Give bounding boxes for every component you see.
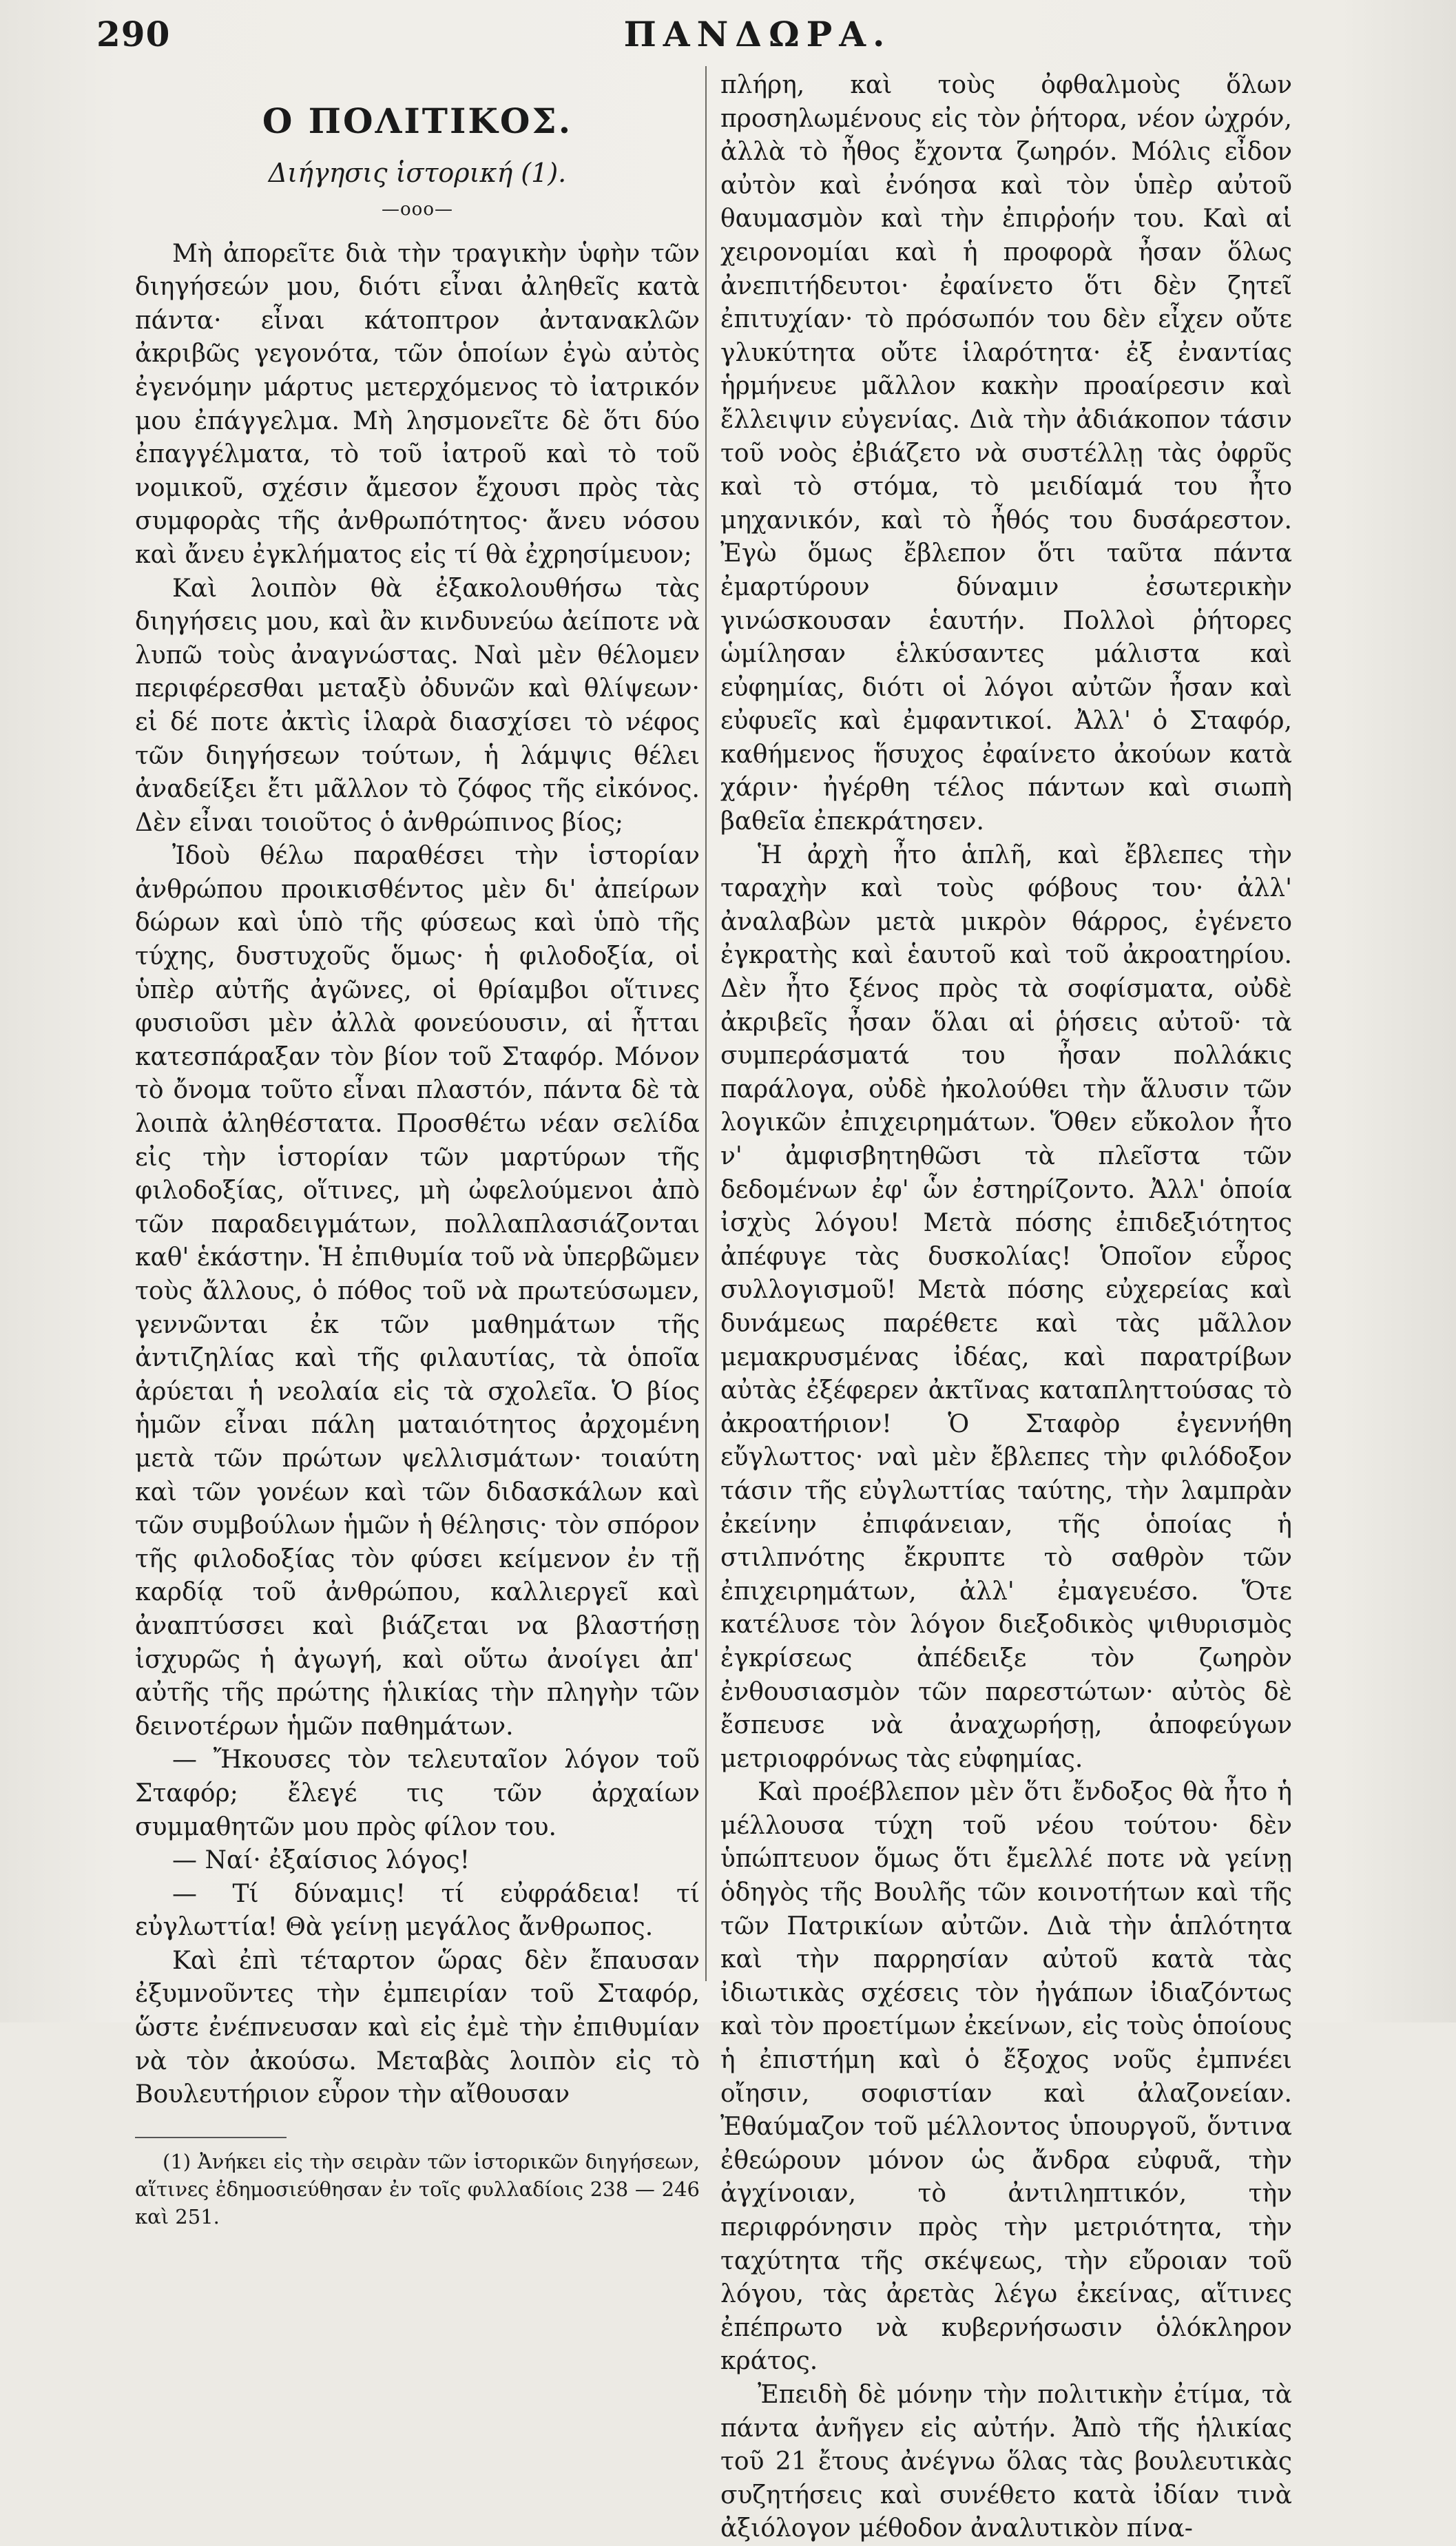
paragraph: Ἡ ἀρχὴ ἦτο ἁπλῆ, καὶ ἔβλεπες τὴν ταραχὴν καὶ τοὺς φόβους του· ἀλλ' ἀναλαβὼν μετὰ μικρὸν θάρρος, ἐγένετο ἐγκρατὴς καὶ ἑαυτοῦ καὶ τοῦ ἀκροατηρίου. Δὲν ἦτο ξένος πρὸς τὰ σοφίσματα, οὐδὲ ἀκριβεῖς ἦσαν ὅλαι αἱ ῥήσεις αὐτοῦ· τὰ συμπεράσματά του ἦσαν πολλάκις παράλογα, οὐδὲ ἠκολούθει τὴν ἅλυσιν τῶν λογικῶν ἐπιχειρημάτων. Ὅθεν εὔκολον ἦτο ν' ἀμφισβητηθῶσι τὰ πλεῖστα τῶν δεδομένων ἐφ' ὧν ἐστηρίζοντο. Ἀλλ' ὁποία ἰσχὺς λόγου! Μετὰ πόσης ἐπιδεξιότητος ἀπέφυγε τὰς δυσκολίας! Ὁποῖον εὖρος συλλογισμοῦ! Μετὰ πόσης εὐχερείας καὶ δυνάμεως παρέθετε καὶ τὰς μᾶλλον μεμακρυσμένας ἰδέας, καὶ παρατρίβων αὐτὰς ἐξέφερεν ἀκτῖνας καταπληττούσας τὸ ἀκροατήριον! Ὁ Σταφὸρ ἐγεννήθη εὔγλωττος· ναὶ μὲν ἔβλεπες τὴν φιλόδοξον τάσιν τῆς εὐγλωττίας ταύτης, τὴν λαμπρὰν ἐκείνην ἐπιφάνειαν, τῆς ὁποίας ἡ στιλπνότης ἔκρυπτε τὸ σαθρὸν τῶν ἐπιχειρημάτων, ἀλλ' ἐμαγευέσο. Ὅτε κατέλυσε τὸν λόγον διεξοδικὸς ψιθυρισμὸς ἐγκρίσεως ἀπέδειξε τὸν ζωηρὸν ἐνθουσιασμὸν τῶν παρεστώτων· αὐτὸς δὲ ἔσπευσε νὰ ἀναχωρήσῃ, ἀποφεύγων μετριοφρόνως τὰς εὐφημίας. xyxy=(720,840,1292,1773)
paragraph: Ἐπειδὴ δὲ μόνην τὴν πολιτικὴν ἐτίμα, τὰ πάντα ἀνῆγεν εἰς αὐτήν. Ἀπὸ τῆς ἡλικίας τοῦ 21 ἔτους ἀνέγνω ὅλας τὰς βουλευτικὰς συζητήσεις καὶ συνέθετο κατὰ ἰδίαν τινὰ ἀξιόλογον μέθοδον ἀναλυτικὸν πίνα- xyxy=(720,2380,1292,2543)
paragraph: Καὶ ἐπὶ τέταρτον ὥρας δὲν ἔπαυσαν ἐξυμνοῦντες τὴν ἐμπειρίαν τοῦ Σταφόρ, ὥστε ἐνέπνευσαν καὶ εἰς ἐμὲ τὴν ἐπιθυμίαν νὰ τὸν ἀκούσω. Μεταβὰς λοιπὸν εἰς τὸ Βουλευτήριον εὗρον τὴν αἴθουσαν xyxy=(135,1946,700,2109)
paragraph: Καὶ προέβλεπον μὲν ὅτι ἔνδοξος θὰ ἦτο ἡ μέλλουσα τύχη τοῦ νέου τούτου· δὲν ὑπώπτευον ὅμως ὅτι ἔμελλέ ποτε νὰ γείνῃ ὁδηγὸς τῆς Βουλῆς τῶν κοινοτήτων καὶ τῆς τῶν Πατρικίων αὐτῶν. Διὰ τὴν ἁπλότητα καὶ τὴν παρρησίαν αὐτοῦ κατὰ τὰς ἰδιωτικὰς σχέσεις τὸν ἠγάπων ἰδιαζόντως καὶ τὸν προετίμων ἐκείνων, εἰς τοὺς ὁποίους ἡ ἐπιστήμη καὶ ὁ ἔξοχος νοῦς ἐμπνέει οἴησιν, σοφιστίαν καὶ ἀλαζονείαν. Ἐθαύμαζον τοῦ μέλλοντος ὑπουργοῦ, ὅντινα ἐθεώρουν μόνον ὡς ἄνδρα εὐφυᾶ, τὴν ἀγχίνοιαν, τὸ ἀντιληπτικόν, τὴν περιφρόνησιν πρὸς τὴν μετριότητα, τὴν ταχύτητα τῆς σκέψεως, τὴν εὔροιαν τοῦ λόγου, τὰς ἀρετὰς λέγω ἐκείνας, αἵτινες ἐπέπρωτο νὰ κυβερνήσωσιν ὁλόκληρον κράτος. xyxy=(720,1778,1292,2376)
right-column xyxy=(720,69,1292,2546)
article-subtitle: Διήγησις ἱστορική (1). xyxy=(268,158,567,188)
dialogue-line: — Ἤκουσες τὸν τελευταῖον λόγον τοῦ Σταφόρ; ἔλεγέ τις τῶν ἀρχαίων συμμαθητῶν μου πρὸς φίλον του. xyxy=(135,1746,700,1841)
paragraph-continued: πλήρη, καὶ τοὺς ὀφθαλμοὺς ὅλων προσηλωμένους εἰς τὸν ῥήτορα, νέον ὠχρόν, ἀλλὰ τὸ ἦθος ἔχοντα ζωηρόν. Μόλις εἶδον αὐτὸν καὶ ἐνόησα καὶ τὸν ὑπὲρ αὐτοῦ θαυμασμὸν καὶ τὴν ἐπιρῥοήν του. Καὶ αἱ χειρονομίαι καὶ ἡ προφορὰ ἦσαν ὅλως ἀνεπιτήδευτοι· ἐφαίνετο ὅτι δὲν ζητεῖ ἐπιτυχίαν· τὸ πρόσωπόν του δὲν εἶχεν οὔτε γλυκύτητα οὔτε ἱλαρότητα· ἐξ ἐναντίας ἡρμήνευε μᾶλλον κακὴν προαίρεσιν καὶ ἔλλειψιν εὐγενίας. Διὰ τὴν ἀδιάκοπον τάσιν τοῦ νοὸς ἐβιάζετο νὰ συστέλλῃ τὰς ὀφρῦς καὶ τὸ στόμα, τὸ μειδίαμά του ἦτο μηχανικόν, καὶ τὸ ἦθός του δυσάρεστον. Ἐγὼ ὅμως ἔβλεπον ὅτι ταῦτα πάντα ἐμαρτύρουν δύναμιν ἐσωτερικὴν γινώσκουσαν ἑαυτήν. Πολλοὶ ῥήτορες ὡμίλησαν ἑλκύσαντες μάλιστα καὶ εὐφημίας, διότι οἱ λόγοι αὐτῶν ἦσαν καὶ εὐφυεῖς καὶ ἐμφαντικοί. Ἀλλ' ὁ Σταφόρ, καθήμενος ἥσυχος ἐφαίνετο ἀκούων κατὰ χάριν· ἠγέρθη τέλος πάντων καὶ σιωπὴ βαθεῖα ἐπεκράτησεν. xyxy=(720,71,1292,836)
column-divider xyxy=(705,66,707,1981)
page-header xyxy=(96,14,1391,54)
paragraph: Μὴ ἀπορεῖτε διὰ τὴν τραγικὴν ὑφὴν τῶν διηγήσεών μου, διότι εἶναι ἀληθεῖς κατὰ πάντα· εἶναι κάτοπτρον ἀντανακλῶν ἀκριβῶς γεγονότα, τῶν ὁποίων ἐγὼ αὐτὸς ἐγενόμην μάρτυς μετερχόμενος τὸ ἰατρικόν μου ἐπάγγελμα. Μὴ λησμονεῖτε δὲ ὅτι δύο ἐπαγγέλματα, τὸ τοῦ ἰατροῦ καὶ τὸ τοῦ νομικοῦ, σχέσιν ἄμεσον ἔχουσι πρὸς τὰς συμφορὰς τῆς ἀνθρωπότητος· ἄνευ νόσου καὶ ἄνευ ἐγκλήματος εἰς τί θὰ ἐχρησίμευον; xyxy=(135,239,700,569)
dialogue-line: — Ναί· ἐξαίσιος λόγος! xyxy=(172,1846,470,1875)
title-separator: —ooo— xyxy=(382,199,453,220)
dialogue-line: — Τί δύναμις! τί εὐφράδεια! τί εὐγλωττία! Θὰ γείνῃ μεγάλος ἄνθρωπος. xyxy=(135,1879,700,1942)
paragraph: Καὶ λοιπὸν θὰ ἐξακολουθήσω τὰς διηγήσεις μου, καὶ ἂν κινδυνεύω ἀείποτε νὰ λυπῶ τοὺς ἀναγνώστας. Ναὶ μὲν θέλομεν περιφέρεσθαι μεταξὺ ὀδυνῶν καὶ θλίψεων· εἰ δέ ποτε ἀκτὶς ἱλαρὰ διασχίσει τὸ νέφος τῶν διηγήσεων τούτων, ἡ λάμψις θέλει ἀναδείξει ἔτι μᾶλλον τὸ ζόφος τῆς εἰκόνος. Δὲν εἶναι τοιοῦτος ὁ ἀνθρώπινος βίος; xyxy=(135,574,700,837)
page-number: 290 xyxy=(96,14,171,54)
paragraph: Ἰδοὺ θέλω παραθέσει τὴν ἱστορίαν ἀνθρώπου προικισθέντος μὲν δι' ἀπείρων δώρων καὶ ὑπὸ τῆς φύσεως καὶ ὑπὸ τῆς τύχης, δυστυχοῦς ὅμως· ἡ φιλοδοξία, οἱ ὑπὲρ αὐτῆς ἀγῶνες, οἱ θρίαμβοι οἵτινες φυσιοῦσι μὲν ἀλλὰ φονεύουσιν, αἱ ἧτται κατεσπάραξαν τὸν βίον τοῦ Σταφόρ. Μόνον τὸ ὄνομα τοῦτο εἶναι πλαστόν, πάντα δὲ τὰ λοιπὰ ἀληθέστατα. Προσθέτω νέαν σελίδα εἰς τὴν ἱστορίαν τῶν μαρτύρων τῆς φιλοδοξίας, οἵτινες, μὴ ὠφελούμενοι ἀπὸ τῶν παραδειγμάτων, πολλαπλασιάζονται καθ' ἑκάστην. Ἡ ἐπιθυμία τοῦ νὰ ὑπερβῶμεν τοὺς ἄλλους, ὁ πόθος τοῦ νὰ πρωτεύσωμεν, γεννῶνται ἐκ τῶν μαθημάτων τῆς ἀντιζηλίας καὶ τῆς φιλαυτίας, τὰ ὁποῖα ἀρύεται ἡ νεολαία εἰς τὰ σχολεῖα. Ὁ βίος ἡμῶν εἶναι πάλη ματαιότητος ἀρχομένη μετὰ τῶν πρώτων ψελλισμάτων· τοιαύτη καὶ τῶν γονέων καὶ τῶν διδασκάλων καὶ τῶν συμβούλων ἡμῶν ἡ θέλησις· τὸν σπόρον τῆς φιλοδοξίας τὸν φύσει κείμενον ἐν τῇ καρδίᾳ τοῦ ἀνθρώπου, καλλιεργεῖ καὶ ἀναπτύσσει καὶ βιάζεται να βλαστήσῃ ἰσχυρῶς ἡ ἀγωγή, καὶ οὕτω ἀνοίγει ἀπ' αὐτῆς τῆς πρώτης ἡλικίας τὴν πληγὴν τῶν δεινοτέρων ἡμῶν παθημάτων. xyxy=(135,842,700,1741)
footnote-divider xyxy=(135,2137,287,2138)
journal-title: ΠΑΝΔΩΡΑ. xyxy=(623,14,892,54)
article-title: Ο ΠΟΛΙΤΙΚΟΣ. xyxy=(262,101,573,141)
left-column xyxy=(135,69,700,2231)
footnote: (1) Ἀνήκει εἰς τὴν σειρὰν τῶν ἱστορικῶν διηγήσεων, αἵτινες ἐδημοσιεύθησαν ἐν τοῖς φυλλαδίοις 238 — 246 καὶ 251. xyxy=(135,2149,700,2228)
